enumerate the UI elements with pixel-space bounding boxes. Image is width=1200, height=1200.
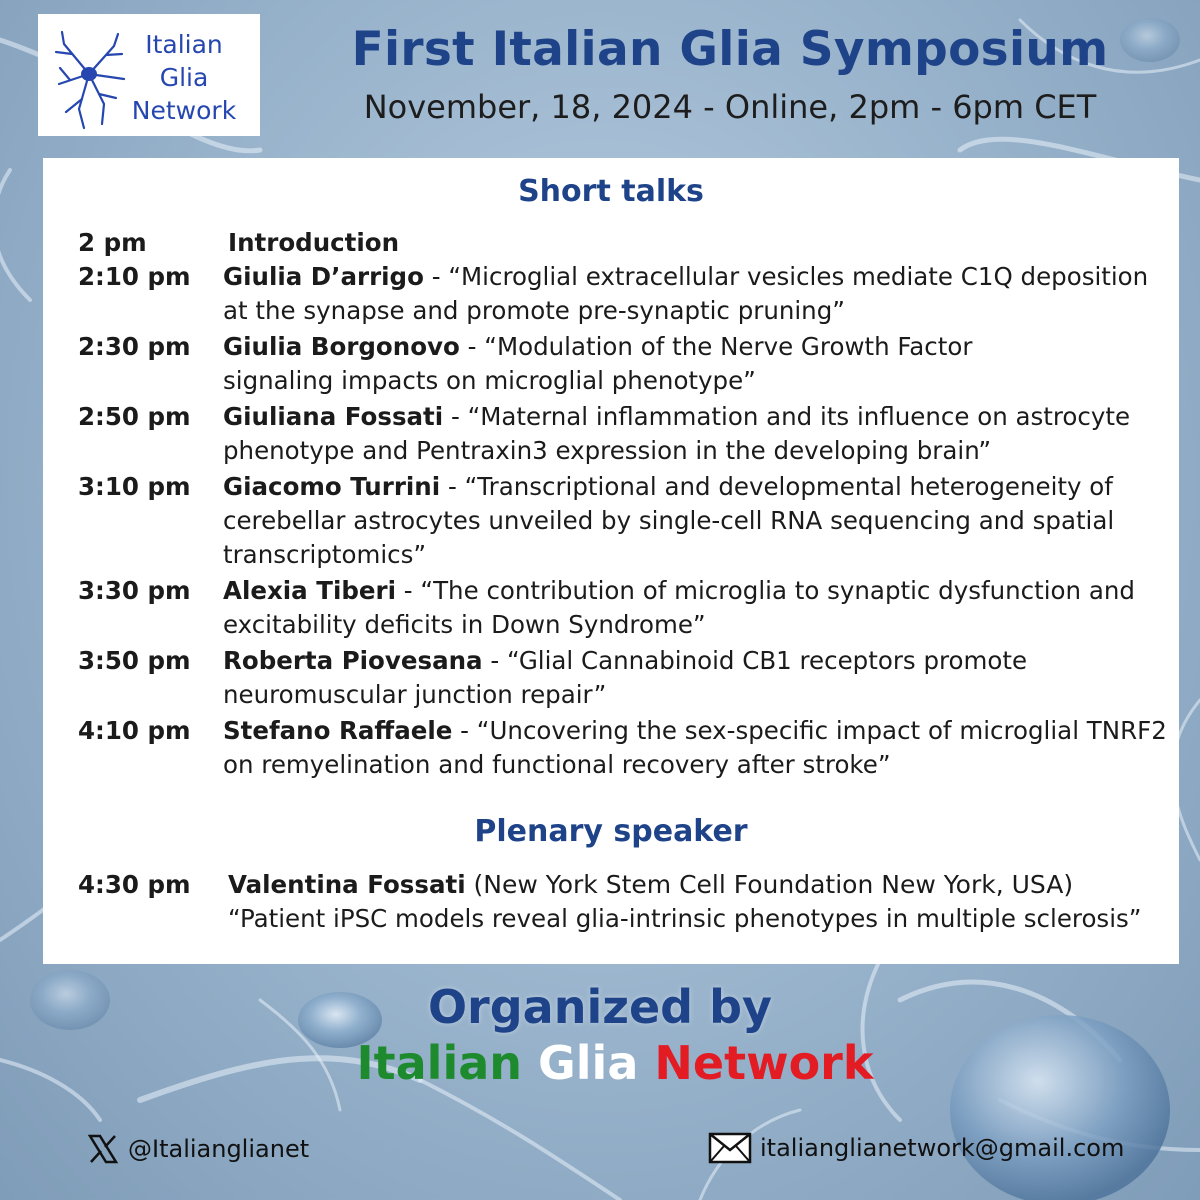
talk-time: 2:10 pm: [78, 262, 191, 291]
plenary-heading: Plenary speaker: [474, 814, 748, 849]
talk-speaker: Giuliana Fossati: [223, 402, 444, 431]
short-talks-heading: Short talks: [518, 174, 704, 209]
talk-speaker: Stefano Raffaele: [223, 716, 453, 745]
page-title: First Italian Glia Symposium: [351, 22, 1109, 77]
plenary-talk-title: “Patient iPSC models reveal glia-intrinsic phenotypes in multiple sclerosis”: [228, 904, 1142, 933]
talk-speaker: Giulia D’arrigo: [223, 262, 424, 291]
talk-time: 2:30 pm: [78, 332, 191, 361]
plenary-affiliation: (New York Stem Cell Foundation New York, USA): [465, 870, 1074, 899]
talk-speaker: Roberta Piovesana: [223, 646, 483, 675]
talk-title: - “Transcriptional and developmental heterogeneity of cerebellar astrocytes unveiled by single-cell RNA sequencing and spatial transcriptomics”: [223, 472, 1115, 569]
talk-title: - “Maternal inflammation and its influence on astrocyte phenotype and Pentraxin3 expression in the developing brain”: [223, 402, 1131, 465]
talk-title: - “Microglial extracellular vesicles mediate C1Q deposition at the synapse and promote pre-synaptic pruning”: [223, 262, 1149, 325]
organizer-word-network: Network: [654, 1036, 874, 1090]
envelope-icon: [708, 1132, 752, 1164]
talk-speaker: Giacomo Turrini: [223, 472, 441, 501]
talk-speaker: Giulia Borgonovo: [223, 332, 460, 361]
talk-time: 2:50 pm: [78, 402, 191, 431]
talk-speaker: Introduction: [228, 228, 400, 257]
talk-speaker: Alexia Tiberi: [223, 576, 396, 605]
logo-box: [38, 14, 260, 136]
talk-title: - “The contribution of microglia to synaptic dysfunction and excitability deficits in Down Syndrome”: [223, 576, 1135, 639]
talk-time: 3:50 pm: [78, 646, 191, 675]
twitter-handle: @Italianglianet: [128, 1135, 310, 1163]
talk-title: - “Uncovering the sex-specific impact of microglial TNRF2 on remyelination and functional recovery after stroke”: [223, 716, 1167, 779]
logo-line-3: Network: [131, 96, 237, 125]
talk-time: 3:30 pm: [78, 576, 191, 605]
event-date-subtitle: November, 18, 2024 - Online, 2pm - 6pm CET: [363, 88, 1097, 126]
talk-time: 3:10 pm: [78, 472, 191, 501]
email-link[interactable]: [708, 1132, 1124, 1164]
organized-by-label: Organized by: [427, 980, 773, 1034]
plenary-speaker: Valentina Fossati: [228, 870, 466, 899]
talk-title: - “Modulation of the Nerve Growth Factor signaling impacts on microglial phenotype”: [223, 332, 973, 395]
plenary-time: 4:30 pm: [78, 870, 191, 899]
x-logo-icon: [86, 1132, 120, 1166]
logo-line-2: Glia: [159, 63, 209, 92]
program-card: [43, 158, 1179, 964]
talk-title: - “Glial Cannabinoid CB1 receptors promote neuromuscular junction repair”: [223, 646, 1028, 709]
logo-line-1: Italian: [145, 30, 223, 59]
organizer-word-glia: Glia: [538, 1036, 639, 1090]
twitter-link[interactable]: [86, 1132, 309, 1166]
logo-wordmark: [114, 28, 254, 127]
email-address: italianglianetwork@gmail.com: [760, 1134, 1125, 1162]
talk-time: 2 pm: [78, 228, 147, 257]
organizer-word-italian: Italian: [356, 1036, 523, 1090]
organizer-name: [0, 1036, 1200, 1090]
talk-time: 4:10 pm: [78, 716, 191, 745]
